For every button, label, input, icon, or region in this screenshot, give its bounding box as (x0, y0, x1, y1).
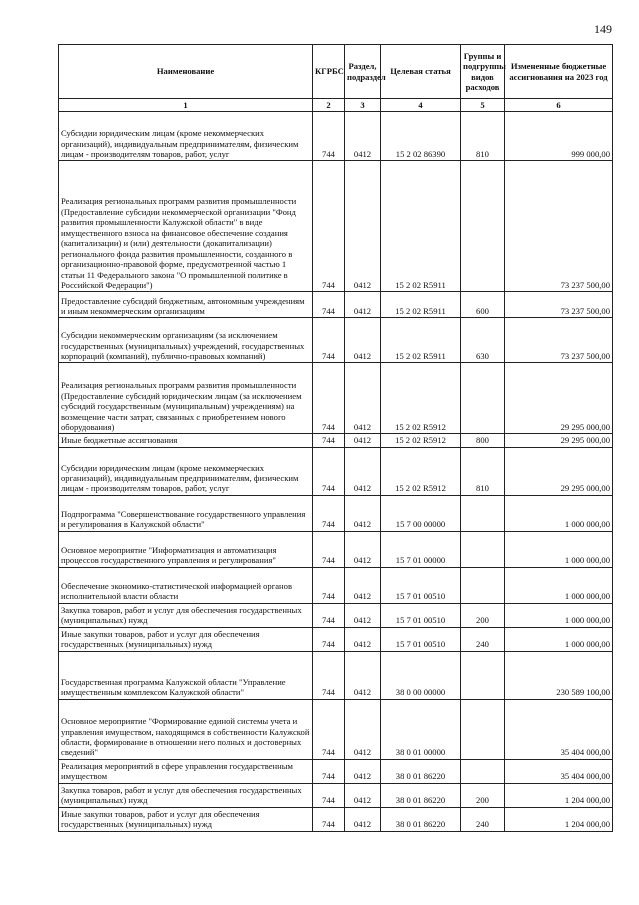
row-article: 15 2 02 R5911 (381, 292, 461, 318)
row-group (461, 759, 505, 783)
row-section: 0412 (345, 783, 381, 807)
row-section: 0412 (345, 292, 381, 318)
table-row (59, 447, 613, 495)
row-amount: 73 237 500,00 (505, 318, 613, 363)
row-kgrbs: 744 (313, 531, 345, 567)
row-amount: 1 204 000,00 (505, 783, 613, 807)
row-name: Закупка товаров, работ и услуг для обеспечения государственных (муниципальных) нужд (59, 783, 313, 807)
row-name: Основное мероприятие "Информатизация и автоматизация процессов государственного управления и регулирования" (59, 531, 313, 567)
row-amount: 1 000 000,00 (505, 567, 613, 603)
column-number: 2 (313, 99, 345, 112)
row-name: Основное мероприятие "Формирование единой системы учета и управления имуществом, находящимся в собственности Калужской области, формирование в отношении него полных и достоверных сведений" (59, 699, 313, 759)
table-row (59, 651, 613, 699)
row-group (461, 651, 505, 699)
row-amount: 73 237 500,00 (505, 161, 613, 292)
row-group: 810 (461, 112, 505, 161)
header-kgrbs: КГРБС (313, 45, 345, 99)
row-kgrbs: 744 (313, 567, 345, 603)
row-kgrbs: 744 (313, 699, 345, 759)
table-row (59, 627, 613, 651)
row-article: 38 0 01 86220 (381, 783, 461, 807)
table-row (59, 531, 613, 567)
row-kgrbs: 744 (313, 447, 345, 495)
table-row (59, 363, 613, 434)
row-amount: 1 000 000,00 (505, 627, 613, 651)
row-kgrbs: 744 (313, 759, 345, 783)
row-section: 0412 (345, 495, 381, 531)
row-group: 240 (461, 807, 505, 831)
table-row (59, 567, 613, 603)
row-name: Иные закупки товаров, работ и услуг для обеспечения государственных (муниципальных) нужд (59, 807, 313, 831)
row-kgrbs: 744 (313, 807, 345, 831)
row-group: 240 (461, 627, 505, 651)
table-row (59, 495, 613, 531)
budget-allocation-table (58, 44, 613, 832)
row-section: 0412 (345, 567, 381, 603)
row-article: 15 2 02 R5911 (381, 318, 461, 363)
row-section: 0412 (345, 651, 381, 699)
row-section: 0412 (345, 531, 381, 567)
row-article: 15 7 01 00510 (381, 603, 461, 627)
row-kgrbs: 744 (313, 603, 345, 627)
row-amount: 29 295 000,00 (505, 363, 613, 434)
row-name: Подпрограмма "Совершенствование государственного управления и регулирования в Калужской области" (59, 495, 313, 531)
row-group (461, 495, 505, 531)
row-name: Предоставление субсидий бюджетным, автономным учреждениям и иным некоммерческим организациям (59, 292, 313, 318)
row-group: 810 (461, 447, 505, 495)
row-kgrbs: 744 (313, 434, 345, 447)
row-amount: 999 000,00 (505, 112, 613, 161)
row-name: Иные бюджетные ассигнования (59, 434, 313, 447)
row-article: 38 0 01 86220 (381, 807, 461, 831)
row-group (461, 161, 505, 292)
row-name: Закупка товаров, работ и услуг для обеспечения государственных (муниципальных) нужд (59, 603, 313, 627)
row-group: 630 (461, 318, 505, 363)
row-kgrbs: 744 (313, 495, 345, 531)
table-row (59, 318, 613, 363)
row-group (461, 699, 505, 759)
row-amount: 73 237 500,00 (505, 292, 613, 318)
row-section: 0412 (345, 759, 381, 783)
row-amount: 230 589 100,00 (505, 651, 613, 699)
column-number: 4 (381, 99, 461, 112)
page-number: 149 (594, 22, 612, 36)
row-amount: 1 000 000,00 (505, 495, 613, 531)
row-group: 600 (461, 292, 505, 318)
header-amount: Измененные бюджетные ассигнования на 2023 год (505, 45, 613, 99)
column-number-row (59, 99, 613, 112)
row-article: 38 0 01 00000 (381, 699, 461, 759)
row-section: 0412 (345, 627, 381, 651)
row-group (461, 567, 505, 603)
row-kgrbs: 744 (313, 161, 345, 292)
row-name: Субсидии юридическим лицам (кроме некоммерческих организаций), индивидуальным предпринимателям, физическим лицам - производителям товаров, работ, услуг (59, 447, 313, 495)
row-group (461, 531, 505, 567)
row-amount: 29 295 000,00 (505, 434, 613, 447)
table-row (59, 699, 613, 759)
table-row (59, 434, 613, 447)
header-section: Раздел, подраздел (345, 45, 381, 99)
row-amount: 1 000 000,00 (505, 531, 613, 567)
row-article: 38 0 00 00000 (381, 651, 461, 699)
table-row (59, 603, 613, 627)
row-article: 15 7 01 00000 (381, 531, 461, 567)
row-group: 800 (461, 434, 505, 447)
row-section: 0412 (345, 363, 381, 434)
row-kgrbs: 744 (313, 783, 345, 807)
row-article: 15 2 02 R5912 (381, 434, 461, 447)
row-article: 15 7 00 00000 (381, 495, 461, 531)
column-number: 1 (59, 99, 313, 112)
row-section: 0412 (345, 434, 381, 447)
row-article: 15 7 01 00510 (381, 567, 461, 603)
row-amount: 29 295 000,00 (505, 447, 613, 495)
table-row (59, 783, 613, 807)
row-group: 200 (461, 603, 505, 627)
row-section: 0412 (345, 603, 381, 627)
row-amount: 1 204 000,00 (505, 807, 613, 831)
row-name: Реализация региональных программ развития промышленности (Предоставление субсидий юридическим лицам (за исключением субсидий государственным (муниципальным) учреждениям) на возмещение части затрат, связанных с приобретением нового оборудования) (59, 363, 313, 434)
table-row (59, 292, 613, 318)
row-amount: 1 000 000,00 (505, 603, 613, 627)
row-amount: 35 404 000,00 (505, 699, 613, 759)
row-name: Государственная программа Калужской области "Управление имущественным комплексом Калужской области" (59, 651, 313, 699)
row-section: 0412 (345, 112, 381, 161)
row-article: 15 7 01 00510 (381, 627, 461, 651)
row-kgrbs: 744 (313, 627, 345, 651)
row-kgrbs: 744 (313, 363, 345, 434)
row-name: Иные закупки товаров, работ и услуг для обеспечения государственных (муниципальных) нужд (59, 627, 313, 651)
row-kgrbs: 744 (313, 112, 345, 161)
row-kgrbs: 744 (313, 651, 345, 699)
table-row (59, 807, 613, 831)
row-section: 0412 (345, 699, 381, 759)
row-article: 15 2 02 R5912 (381, 363, 461, 434)
row-section: 0412 (345, 318, 381, 363)
row-group: 200 (461, 783, 505, 807)
row-name: Обеспечение экономико-статистической информацией органов исполнительной власти области (59, 567, 313, 603)
row-amount: 35 404 000,00 (505, 759, 613, 783)
table-row (59, 161, 613, 292)
table-row (59, 112, 613, 161)
row-name: Реализация мероприятий в сфере управления государственным имуществом (59, 759, 313, 783)
column-number: 5 (461, 99, 505, 112)
row-article: 15 2 02 R5911 (381, 161, 461, 292)
row-name: Субсидии некоммерческим организациям (за исключением государственных (муниципальных) учреждений, государственных корпораций (компаний), публично-правовых компаний) (59, 318, 313, 363)
row-name: Реализация региональных программ развития промышленности (Предоставление субсидии некоммерческой организации "Фонд развития промышленности Калужской области" в виде имущественного взноса на финансовое обеспечение создания (капитализации) и (или) деятельности (докапитализации) регионального фонда развития промышленности, созданного в организационно-правовой форме, предусмотренной частью 1 статьи 11 Федерального закона "О промышленной политике в Российской Федерации") (59, 161, 313, 292)
row-section: 0412 (345, 807, 381, 831)
column-number: 3 (345, 99, 381, 112)
row-article: 38 0 01 86220 (381, 759, 461, 783)
row-kgrbs: 744 (313, 318, 345, 363)
row-kgrbs: 744 (313, 292, 345, 318)
header-group: Группы и подгруппы видов расходов (461, 45, 505, 99)
row-article: 15 2 02 R5912 (381, 447, 461, 495)
header-row (59, 45, 613, 99)
row-section: 0412 (345, 161, 381, 292)
table-row (59, 759, 613, 783)
column-number: 6 (505, 99, 613, 112)
row-name: Субсидии юридическим лицам (кроме некоммерческих организаций), индивидуальным предпринимателям, физическим лицам - производителям товаров, работ, услуг (59, 112, 313, 161)
header-name: Наименование (59, 45, 313, 99)
row-article: 15 2 02 86390 (381, 112, 461, 161)
row-section: 0412 (345, 447, 381, 495)
header-article: Целевая статья (381, 45, 461, 99)
row-group (461, 363, 505, 434)
